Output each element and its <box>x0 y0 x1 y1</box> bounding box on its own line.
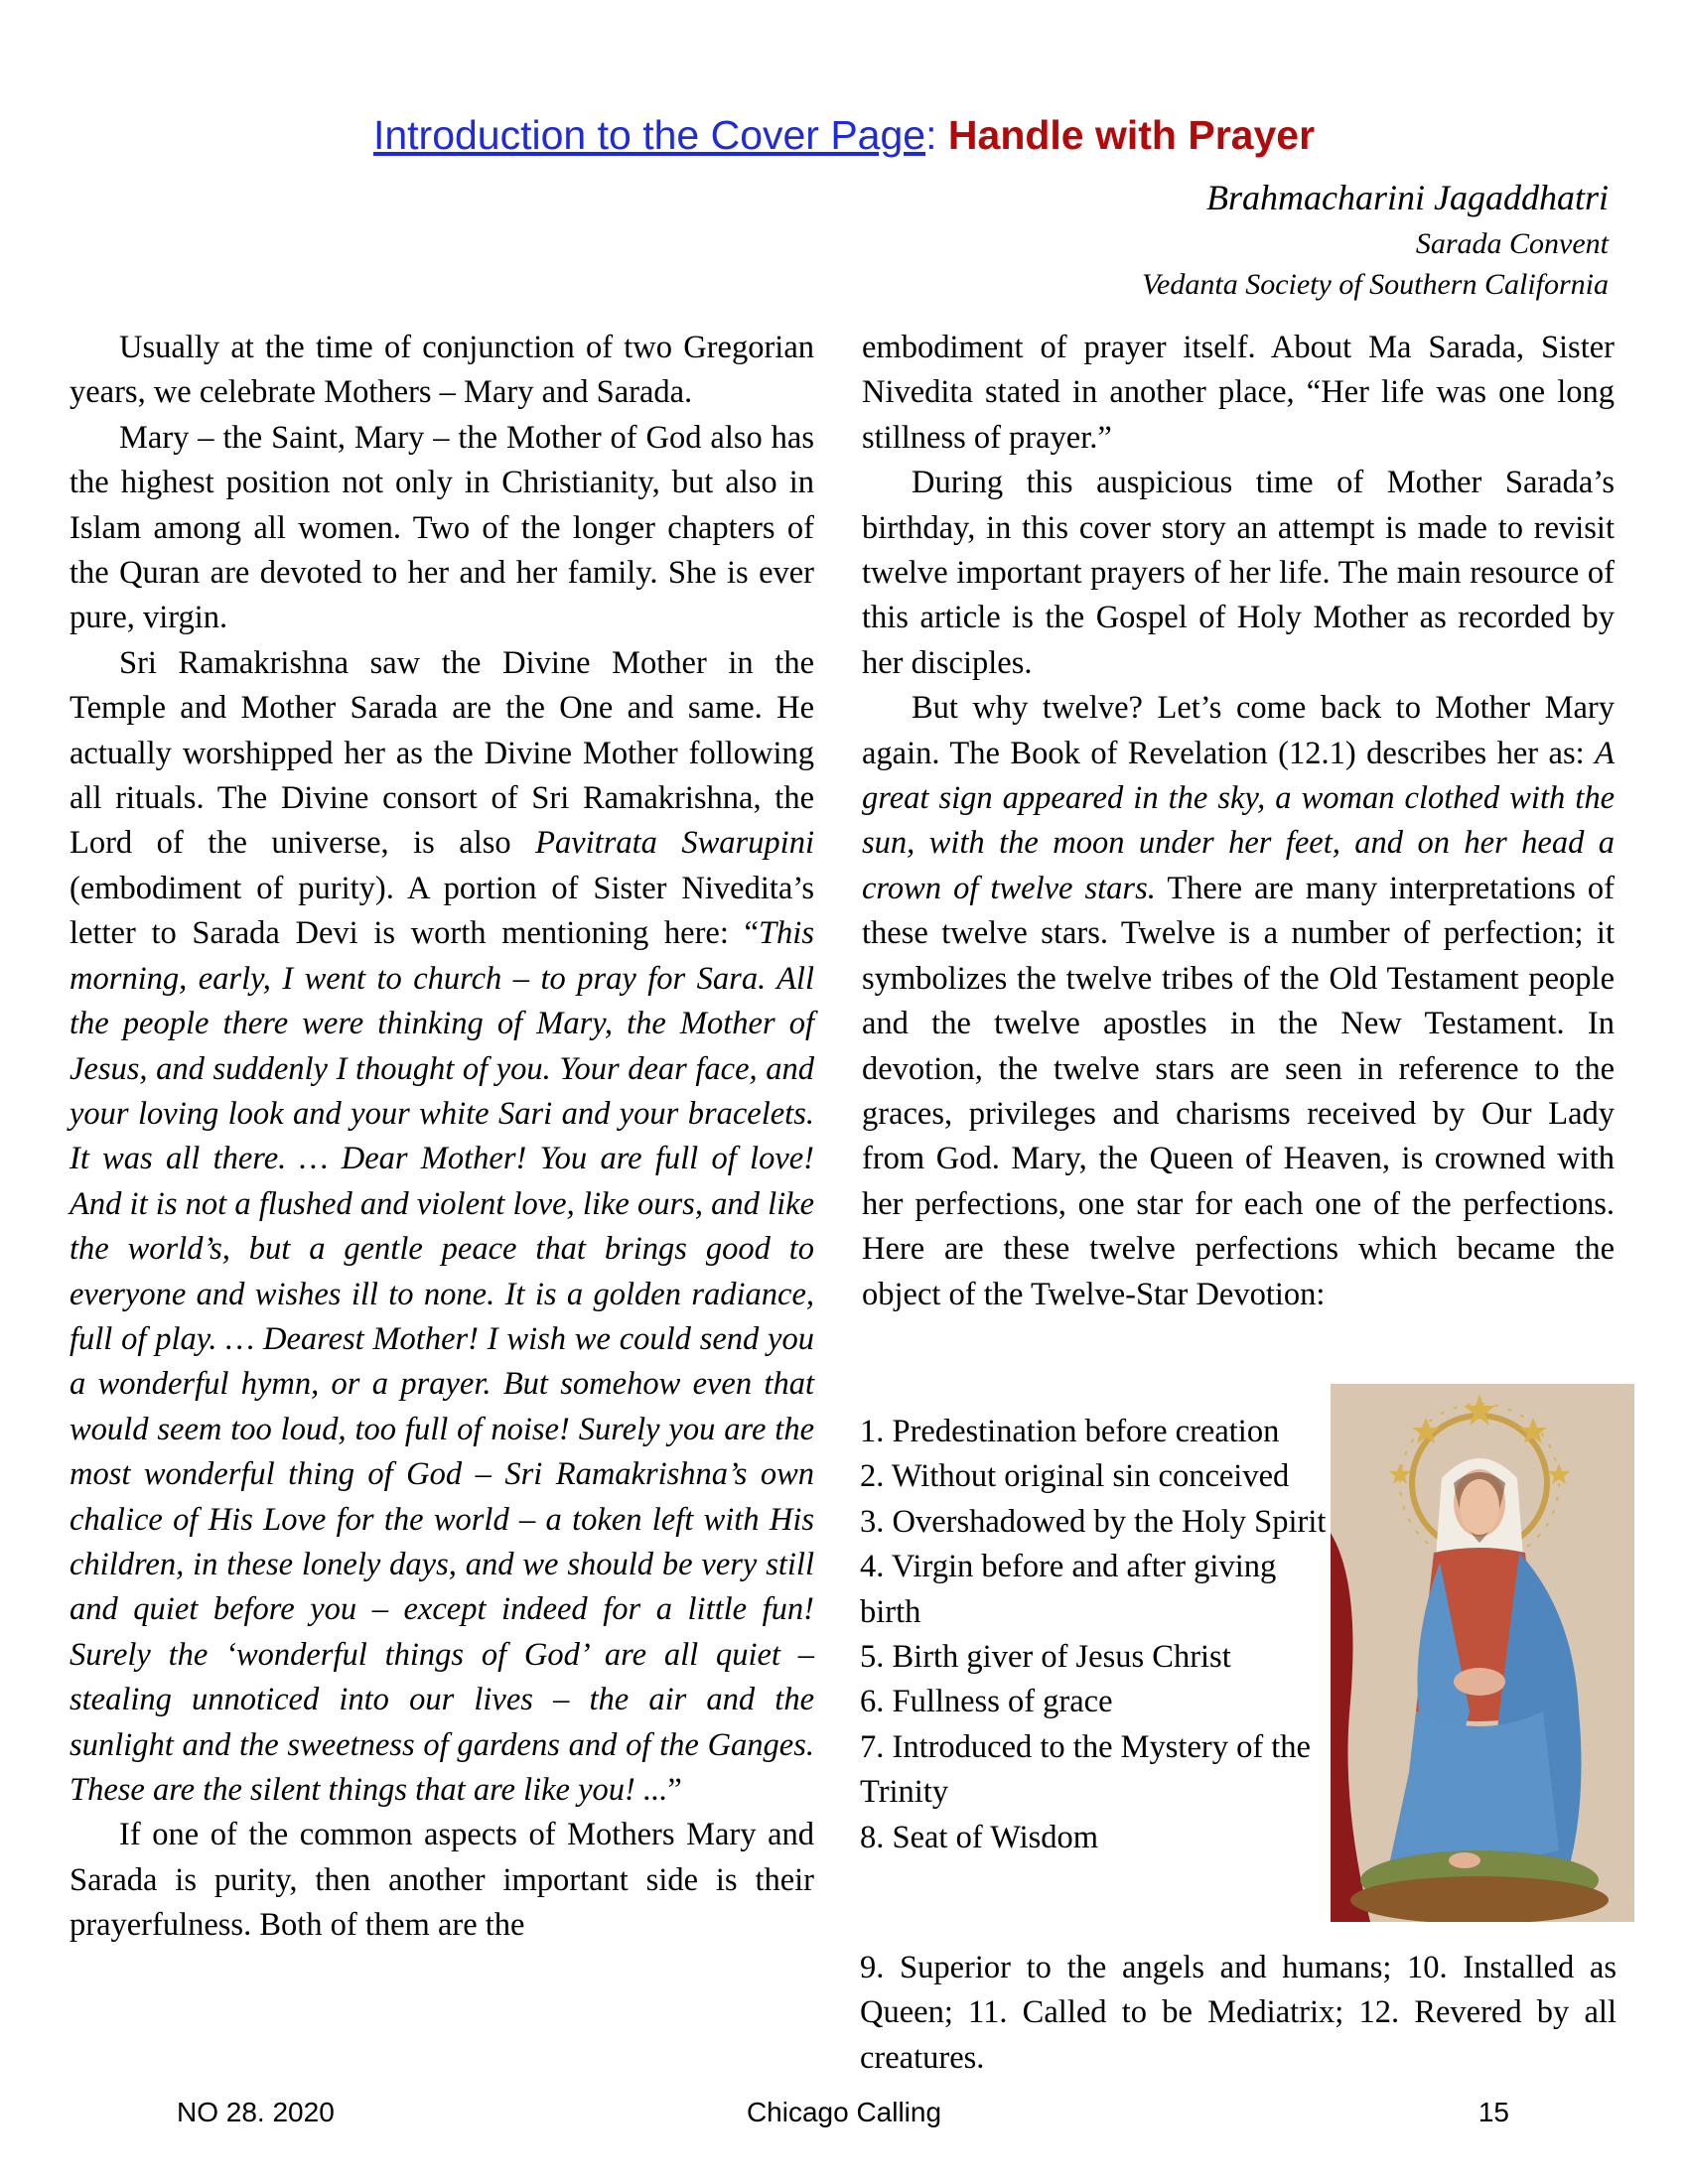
paragraph: During this auspicious time of Mother Sarada’s birthday, in this cover story an attempt is made to revisit twelve important prayers of her life. The main resource of this article is the Gospel of Holy Mother as recorded by her disciples. <box>862 465 1615 681</box>
paragraph: But why twelve? Let’s come back to Mother Mary again. The Book of Revelation (12.1) describes her as: A great sign appeared in the sky, a woman clothed with the sun, with the moon under her feet, and on her head a crown of twelve stars. There are many interpretations of these twelve stars. Twelve is a number of perfection; it symbolizes the twelve tribes of the Old Testament people and the twelve apostles in the New Testament. In devotion, the twelve stars are seen in reference to the graces, privileges and charisms received by Our Lady from God. Mary, the Queen of Heaven, is crowned with her perfections, one star for each one of the perfections. Here are these twelve perfections which became the object of the Twelve-Star Devotion: <box>862 690 1615 1312</box>
list-item: 4. Virgin before and after giving birth <box>860 1549 1277 1630</box>
left-column <box>70 326 814 1949</box>
author-affiliation-1: Sarada Convent <box>1415 227 1609 260</box>
paragraph: If one of the common aspects of Mothers Mary and Sarada is purity, then another important side is their prayerfulness. Both of them are the <box>70 1817 814 1944</box>
paragraph: Usually at the time of conjunction of two Gregorian years, we celebrate Mothers – Mary and Sarada. <box>70 330 814 411</box>
list-item: 1. Predestination before creation <box>860 1414 1280 1449</box>
right-column <box>862 326 1615 1317</box>
list-item: 8. Seat of Wisdom <box>860 1819 1099 1855</box>
list-item: 2. Without original sin conceived <box>860 1458 1290 1495</box>
nivedita-letter-quote: This morning, early, I went to church – to pray for Sara. All the people there were thinking of Mary, the Mother of Jesus, and suddenly I thought of you. Your dear face, and your loving look and your white Sari and your bracelets. It was all there. … Dear Mother! You are full of love! And it is not a flushed and violent love, like ours, and like the world’s, but a gentle peace that brings good to everyone and wishes ill to none. It is a golden radiance, full of play. … Dearest Mother! I wish we could send you a wonderful hymn, or a prayer. But somehow even that would seem too loud, too full of noise! Surely you are the most wonderful thing of God – Sri Ramakrishna’s own chalice of His Love for the world – a token left with His children, in these lonely days, and we should be very still and quiet before you – except indeed for a little fun! Surely the ‘wonderful things of God’ are all quiet – stealing unnoticed into our lives – the air and the sunlight and the sweetness of gardens and of the Ganges. These are the silent things that are like you! ... <box>70 915 814 1808</box>
list-item: 5. Birth giver of Jesus Christ <box>860 1639 1231 1676</box>
paragraph: embodiment of prayer itself. About Ma Sarada, Sister Nivedita stated in another place, “Her life was one long stillness of prayer.” <box>862 330 1615 456</box>
list-item: 3. Overshadowed by the Holy Spirit <box>860 1503 1327 1540</box>
issue-number: NO 28. 2020 <box>177 2097 335 2127</box>
article-title: Handle with Prayer <box>947 112 1316 158</box>
revelation-quote: A great sign appeared in the sky, a woman clothed with the sun, with the moon under her feet, and on her head a crown of twelve stars. <box>862 735 1615 906</box>
paragraph: Sri Ramakrishna saw the Divine Mother in the Temple and Mother Sarada are the One and same. He actually worshipped her as the Divine Mother following all rituals. The Divine consort of Sri Ramakrishna, the Lord of the universe, is also Pavitrata Swarupini (embodiment of purity). A portion of Sister Nivedita’s letter to Sarada Devi is worth mentioning here: “This morning, early, I went to church – to pray for Sara. All the people there were thinking of Mary, the Mother of Jesus, and suddenly I thought of you. Your dear face, and your loving look and your white Sari and your bracelets. It was all there. … Dear Mother! You are full of love! And it is not a flushed and violent love, like ours, and like the world’s, but a gentle peace that brings good to everyone and wishes ill to none. It is a golden radiance, full of play. … Dearest Mother! I wish we could send you a wonderful hymn, or a prayer. But somehow even that would seem too loud, too full of noise! Surely you are the most wonderful thing of God – Sri Ramakrishna’s own chalice of His Love for the world – a token left with His children, in these lonely days, and we should be very still and quiet before you – except indeed for a little fun! Surely the ‘wonderful things of God’ are all quiet – stealing unnoticed into our lives – the air and the sunlight and the sweetness of gardens and of the Ganges. These are the silent things that are like you! ...” <box>70 644 814 1808</box>
mary-statue-illustration <box>1331 1384 1634 1922</box>
cover-page-link[interactable]: Introduction to the Cover Page <box>372 112 926 158</box>
author-name: Brahmacharini Jagaddhatri <box>1206 178 1609 217</box>
paragraph: Mary – the Saint, Mary – the Mother of God also has the highest position not only in Christianity, but also in Islam among all women. Two of the longer chapters of the Quran are devoted to her and her family. She is ever pure, virgin. <box>70 419 814 636</box>
page-number: 15 <box>1477 2097 1509 2127</box>
mary-statue-photo <box>1331 1384 1634 1922</box>
publication-name: Chicago Calling <box>746 2097 942 2127</box>
perfections-list <box>860 1410 1327 1860</box>
list-item: 7. Introduced to the Mystery of the Trinity <box>860 1728 1311 1811</box>
page-title <box>0 107 1688 163</box>
title-colon: : <box>925 112 937 158</box>
author-affiliation-2: Vedanta Society of Southern California <box>1142 268 1609 301</box>
perfections-list-continued: 9. Superior to the angels and humans; 10. Installed as Queen; 11. Called to be Mediatrix; 12. Revered by all creatures. <box>860 1950 1617 2076</box>
list-item: 6. Fullness of grace <box>860 1684 1113 1720</box>
